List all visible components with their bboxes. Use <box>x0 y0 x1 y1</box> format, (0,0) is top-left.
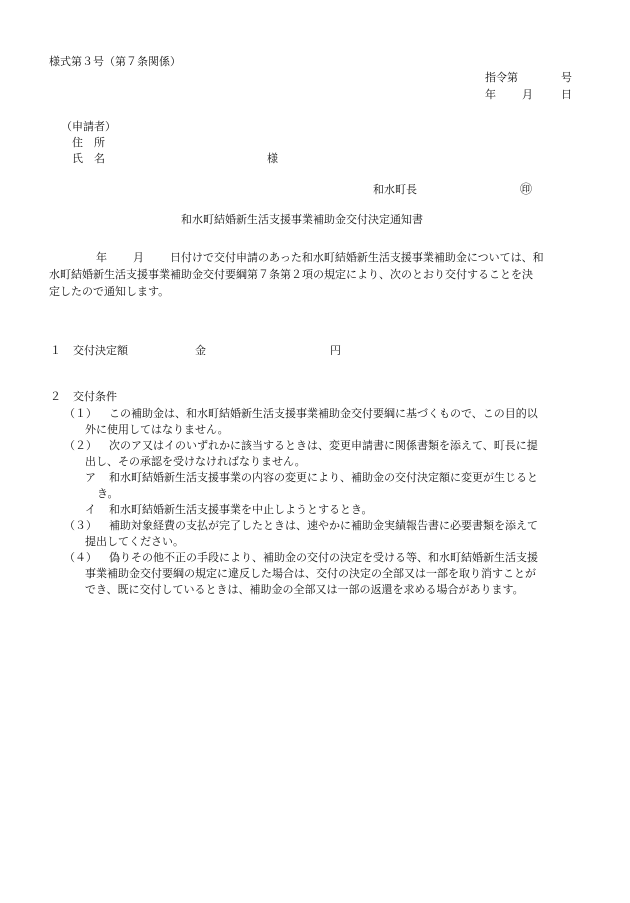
address-label: 住 所 <box>72 136 105 149</box>
amount-prefix: 金 <box>195 344 206 357</box>
condition-4-number: （４） <box>64 551 97 564</box>
seal-mark: ㊞ <box>520 182 533 196</box>
intro-line-1: 日付けで交付申請のあった和水町結婚新生活支援事業補助金については、和 <box>170 251 544 264</box>
amount-suffix: 円 <box>330 344 341 357</box>
date-month-label: 月 <box>522 88 533 101</box>
condition-4-line-2: 事業補助金交付要綱の規定に違反した場合は、交付の決定の全部又は一部を取り消すことが <box>85 567 536 580</box>
condition-3-number: （３） <box>64 519 97 532</box>
subcondition-a-line-1: 和水町結婚新生活支援事業の内容の変更により、補助金の交付決定額に変更が生じると <box>109 471 538 484</box>
intro-line-2: 水町結婚新生活支援事業補助金交付要綱第７条第２項の規定により、次のとおり交付することを決 <box>49 268 533 281</box>
condition-1-line-1: この補助金は、和水町結婚新生活支援事業補助金交付要綱に基づくもので、この目的以 <box>109 407 538 420</box>
directive-number-suffix: 号 <box>561 71 572 84</box>
applicant-label: （申請者） <box>61 120 116 133</box>
condition-1-number: （１） <box>64 407 97 420</box>
condition-2-number: （２） <box>64 439 97 452</box>
intro-month: 月 <box>133 251 144 264</box>
issuer-title: 和水町長 <box>373 183 417 196</box>
condition-4-line-1: 偽りその他不正の手段により、補助金の交付の決定を受ける等、和水町結婚新生活支援 <box>109 551 538 564</box>
condition-3-line-2: 提出してください。 <box>85 535 184 548</box>
honorific: 様 <box>267 152 278 165</box>
subcondition-b-label: イ <box>85 503 96 516</box>
section2-label: 交付条件 <box>73 390 117 403</box>
intro-line-3: 定したので通知します。 <box>49 285 170 298</box>
form-number: 様式第３号（第７条関係） <box>49 55 181 68</box>
date-year-label: 年 <box>485 88 496 101</box>
condition-2-line-2: 出し、その承認を受けなければなりません。 <box>85 455 306 468</box>
subcondition-a-line-2: き。 <box>97 487 119 500</box>
intro-year: 年 <box>96 251 107 264</box>
section1-number: １ <box>50 344 61 357</box>
name-label: 氏 名 <box>72 152 105 165</box>
subcondition-a-label: ア <box>85 471 96 484</box>
date-day-label: 日 <box>561 88 572 101</box>
directive-number-prefix: 指令第 <box>485 71 518 84</box>
condition-3-line-1: 補助対象経費の支払が完了したときは、速やかに補助金実績報告書に必要書類を添えて <box>109 519 538 532</box>
section2-number: ２ <box>50 390 61 403</box>
document-title: 和水町結婚新生活支援事業補助金交付決定通知書 <box>181 213 423 226</box>
subcondition-b-line-1: 和水町結婚新生活支援事業を中止しようとするとき。 <box>109 503 373 516</box>
section1-label: 交付決定額 <box>73 344 128 357</box>
condition-1-line-2: 外に使用してはなりません。 <box>85 423 229 436</box>
condition-4-line-3: でき、既に交付しているときは、補助金の全部又は一部の返還を求める場合があります。 <box>85 583 524 596</box>
condition-2-line-1: 次のア又はイのいずれかに該当するときは、変更申請書に関係書類を添えて、町長に提 <box>109 439 538 452</box>
